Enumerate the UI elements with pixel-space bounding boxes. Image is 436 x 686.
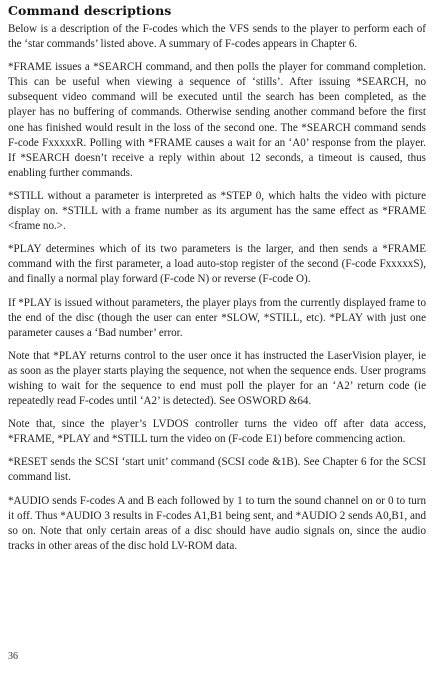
paragraph-reset: *RESET sends the SCSI ‘start unit’ command (SCSI code &1B). See Chapter 6 for the SCSI command list. (8, 456, 426, 484)
paragraph-still: *STILL without a parameter is interpreted as *STEP 0, which halts the video with picture display on. *STILL with a frame number as its argument has the same effect as *FRAME <frame no.>. (8, 189, 426, 233)
body-text (8, 22, 426, 562)
section-heading: Command descriptions (8, 3, 172, 18)
paragraph-audio: *AUDIO sends F-codes A and B each followed by 1 to turn the sound channel on or 0 to turn it off. Thus *AUDIO 3 results in F-codes A1,B1 being sent, and *AUDIO 2 sends A0,B1, and so on. Note that only certain areas of a disc should have audio signals on, since the audio tracks in other areas of the disc hold LV-ROM data. (8, 494, 426, 552)
paragraph-play-no-params: If *PLAY is issued without parameters, the player plays from the currently displayed frame to the end of the disc (though the user can enter *SLOW, *STILL, etc). *PLAY with just one parameter causes a ‘Bad number’ error. (8, 296, 426, 339)
paragraph-video-on: Note that, since the player’s LVDOS controller turns the video off after data access, *FRAME, *PLAY and *STILL turn the video on (F-code E1) before commencing action. (8, 418, 426, 446)
paragraph-frame: *FRAME issues a *SEARCH command, and then polls the player for command completion. This can be useful when viewing a sequence of ‘stills’. After issuing *SEARCH, no subsequent video command will be executed until the search has been completed, as the player has no buffering of commands. Otherwise sending another command before the first one has finished would result in the loss of the second one. The *SEARCH command sends F-code FxxxxxR. Polling with *FRAME causes a wait for an ‘A0’ response from the player. If *SEARCH doesn’t receive a reply within about 12 seconds, a timeout is caused, thus enabling further commands. (8, 61, 426, 179)
paragraph-intro: Below is a description of the F-codes which the VFS sends to the player to perform each of the ‘star commands’ listed above. A summary of F-codes appears in Chapter 6. (8, 23, 426, 51)
paragraph-play: *PLAY determines which of its two parameters is the larger, and then sends a *FRAME command with the first parameter, a load auto-stop register of the second (F-code FxxxxxS), and finally a normal play forward (F-code N) or reverse (F-code O). (8, 243, 426, 286)
page-number: 36 (8, 651, 18, 662)
paragraph-play-returns: Note that *PLAY returns control to the user once it has instructed the LaserVision player, ie as soon as the player starts playing the sequence, not when the sequence ends. User programs wishing to wait for the sequence to end must poll the player for an ‘A2’ return code (ie repeatedly read F-codes until ‘A2’ is detected). See OSWORD &64. (8, 349, 426, 408)
